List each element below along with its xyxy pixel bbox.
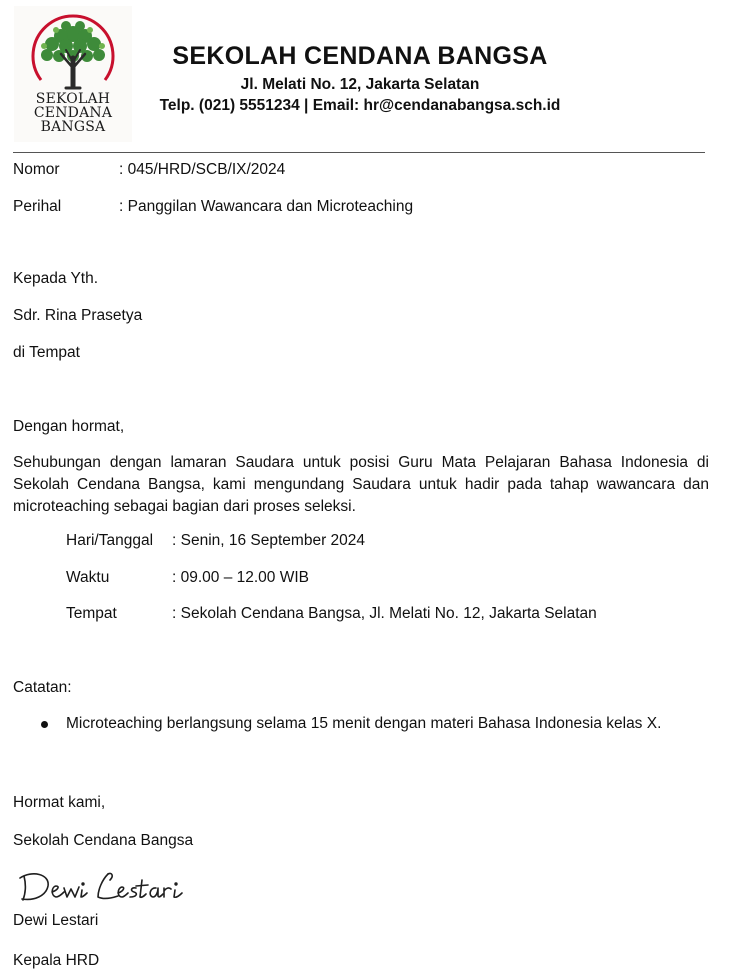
- tree-emblem-icon: [14, 6, 132, 96]
- time-label: Waktu: [66, 569, 110, 586]
- perihal-value: : Panggilan Wawancara dan Microteaching: [119, 198, 414, 215]
- school-contact: Telp. (021) 5551234 | Email: hr@cendanabangsa.sch.id: [159, 97, 561, 114]
- school-logo: [14, 6, 132, 142]
- salutation: Dengan hormat,: [13, 418, 125, 435]
- closing-organization: Sekolah Cendana Bangsa: [13, 832, 194, 849]
- bullet-icon: [41, 721, 48, 728]
- place-label: Tempat: [66, 605, 117, 622]
- note-item: Microteaching berlangsung selama 15 menit dengan materi Bahasa Indonesia kelas X.: [66, 715, 662, 732]
- place-value: : Sekolah Cendana Bangsa, Jl. Melati No. 12, Jakarta Selatan: [172, 605, 597, 622]
- header-divider: [13, 152, 705, 153]
- time-value: : 09.00 – 12.00 WIB: [172, 569, 310, 586]
- signer-name: Dewi Lestari: [13, 912, 99, 929]
- day-label: Hari/Tanggal: [66, 532, 154, 549]
- logo-text-line1: SEKOLAH: [35, 91, 111, 107]
- handwritten-signature: [18, 868, 188, 908]
- body-paragraph: Sehubungan dengan lamaran Saudara untuk posisi Guru Mata Pelajaran Bahasa Indonesia di Sekolah Cendana Bangsa, kami mengundang Saudara untuk hadir pada tahap wawancara dan microteaching sebagai bagian dari proses seleksi.: [13, 454, 709, 515]
- recipient-location: di Tempat: [13, 344, 80, 361]
- recipient-greeting: Kepada Yth.: [13, 270, 99, 287]
- logo-text-line2: CENDANA: [33, 105, 113, 121]
- school-name: SEKOLAH CENDANA BANGSA: [172, 42, 548, 70]
- recipient-name: Sdr. Rina Prasetya: [13, 307, 143, 324]
- signer-title: Kepala HRD: [13, 952, 100, 969]
- school-address: Jl. Melati No. 12, Jakarta Selatan: [240, 76, 480, 93]
- perihal-label: Perihal: [13, 198, 62, 215]
- nomor-label: Nomor: [13, 161, 60, 178]
- closing-regards: Hormat kami,: [13, 794, 106, 811]
- day-value: : Senin, 16 September 2024: [172, 532, 366, 549]
- notes-heading: Catatan:: [13, 679, 72, 696]
- logo-text-line3: BANGSA: [40, 119, 106, 135]
- nomor-value: : 045/HRD/SCB/IX/2024: [119, 161, 286, 178]
